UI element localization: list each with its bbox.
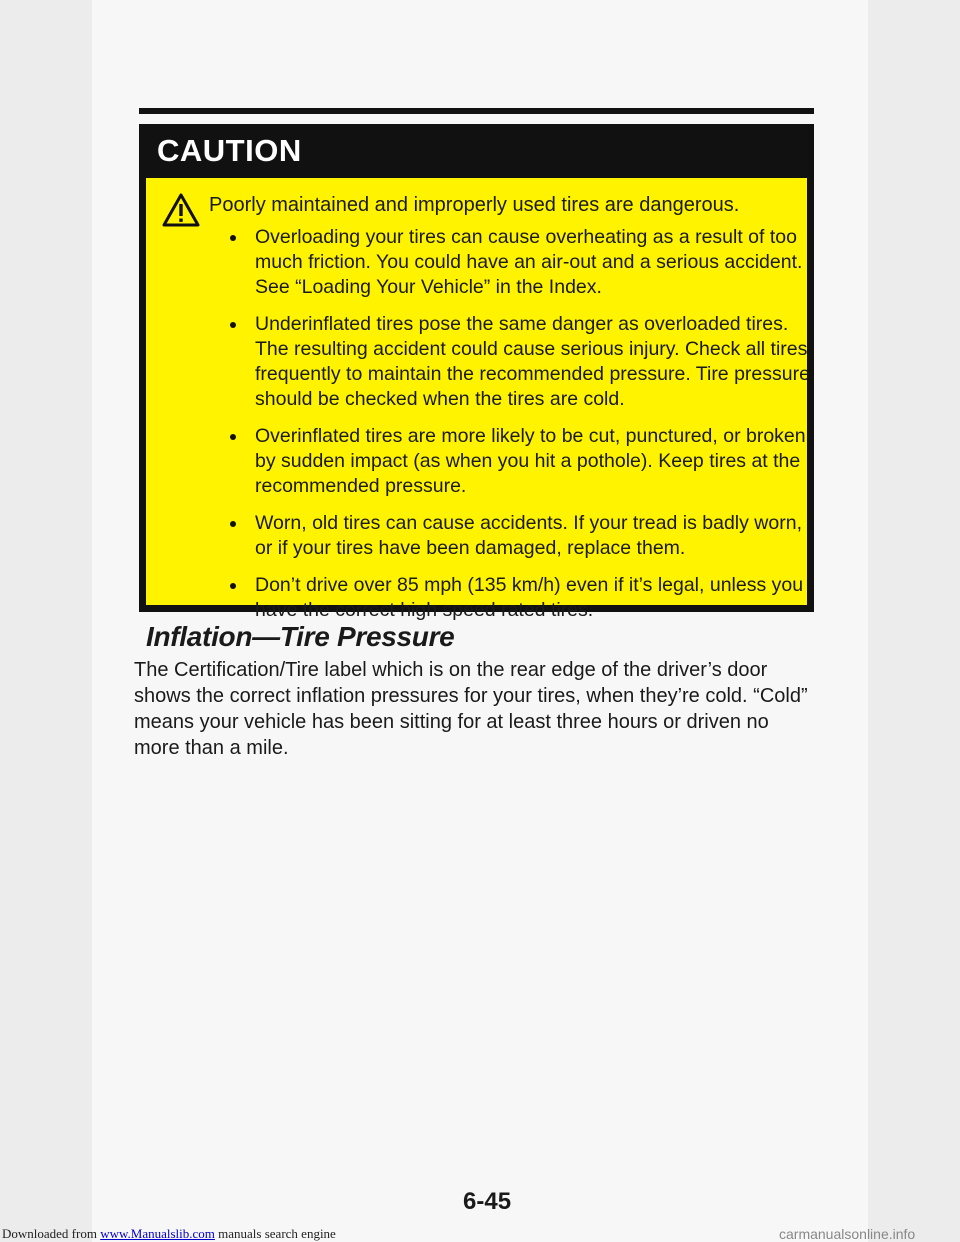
watermark-text: carmanualsonline.info xyxy=(779,1226,916,1242)
footer-suffix: manuals search engine xyxy=(214,1226,336,1241)
footer-prefix: Downloaded from xyxy=(2,1226,101,1241)
caution-bullet-worn-tires xyxy=(230,511,810,561)
caution-bullet-list xyxy=(230,225,810,635)
warning-triangle-icon xyxy=(162,193,200,227)
bullet-text: Underinflated tires pose the same danger as overloaded tires. The resulting accident could cause serious injury. Check all tires frequently to maintain the recommended pressure. Tire pressure should be checked when the tires are cold. xyxy=(255,313,810,410)
caution-bullet-speed xyxy=(230,573,810,623)
bullet-dot-icon xyxy=(230,583,236,589)
bullet-dot-icon xyxy=(230,521,236,527)
bullet-dot-icon xyxy=(230,434,236,440)
caution-title: CAUTION xyxy=(157,133,302,168)
bullet-text: Overloading your tires can cause overheating as a result of too much friction. You could have an air-out and a serious accident. See “Loading Your Vehicle” in the Index. xyxy=(255,226,803,298)
bullet-text: Worn, old tires can cause accidents. If your tread is badly worn, or if your tires have been damaged, replace them. xyxy=(255,512,802,559)
download-footer xyxy=(2,1226,336,1242)
caution-header xyxy=(139,124,814,178)
bullet-dot-icon xyxy=(230,322,236,328)
caution-bullet-underinflated xyxy=(230,312,810,412)
caution-intro: Poorly maintained and improperly used tires are dangerous. xyxy=(209,194,740,216)
bullet-text: Don’t drive over 85 mph (135 km/h) even if it’s legal, unless you have the correct high speed rated tires. xyxy=(255,574,804,621)
top-rule xyxy=(139,108,814,114)
section-title: Inflation—Tire Pressure xyxy=(146,621,455,652)
caution-bullet-overinflated xyxy=(230,424,810,499)
manualslib-link[interactable]: www.Manualslib.com xyxy=(100,1226,215,1241)
section-body: The Certification/Tire label which is on the rear edge of the driver’s door shows the correct inflation pressures for your tires, when they’re cold. “Cold” means your vehicle has been sitting for at least three hours or driven no more than a mile. xyxy=(134,659,808,759)
caution-bullet-overloading xyxy=(230,225,810,300)
caution-box xyxy=(139,124,814,621)
page-number: 6-45 xyxy=(463,1188,512,1215)
bullet-dot-icon xyxy=(230,235,236,241)
bullet-text: Overinflated tires are more likely to be cut, punctured, or broken by sudden impact (as when you hit a pothole). Keep tires at the recommended pressure. xyxy=(255,425,806,497)
